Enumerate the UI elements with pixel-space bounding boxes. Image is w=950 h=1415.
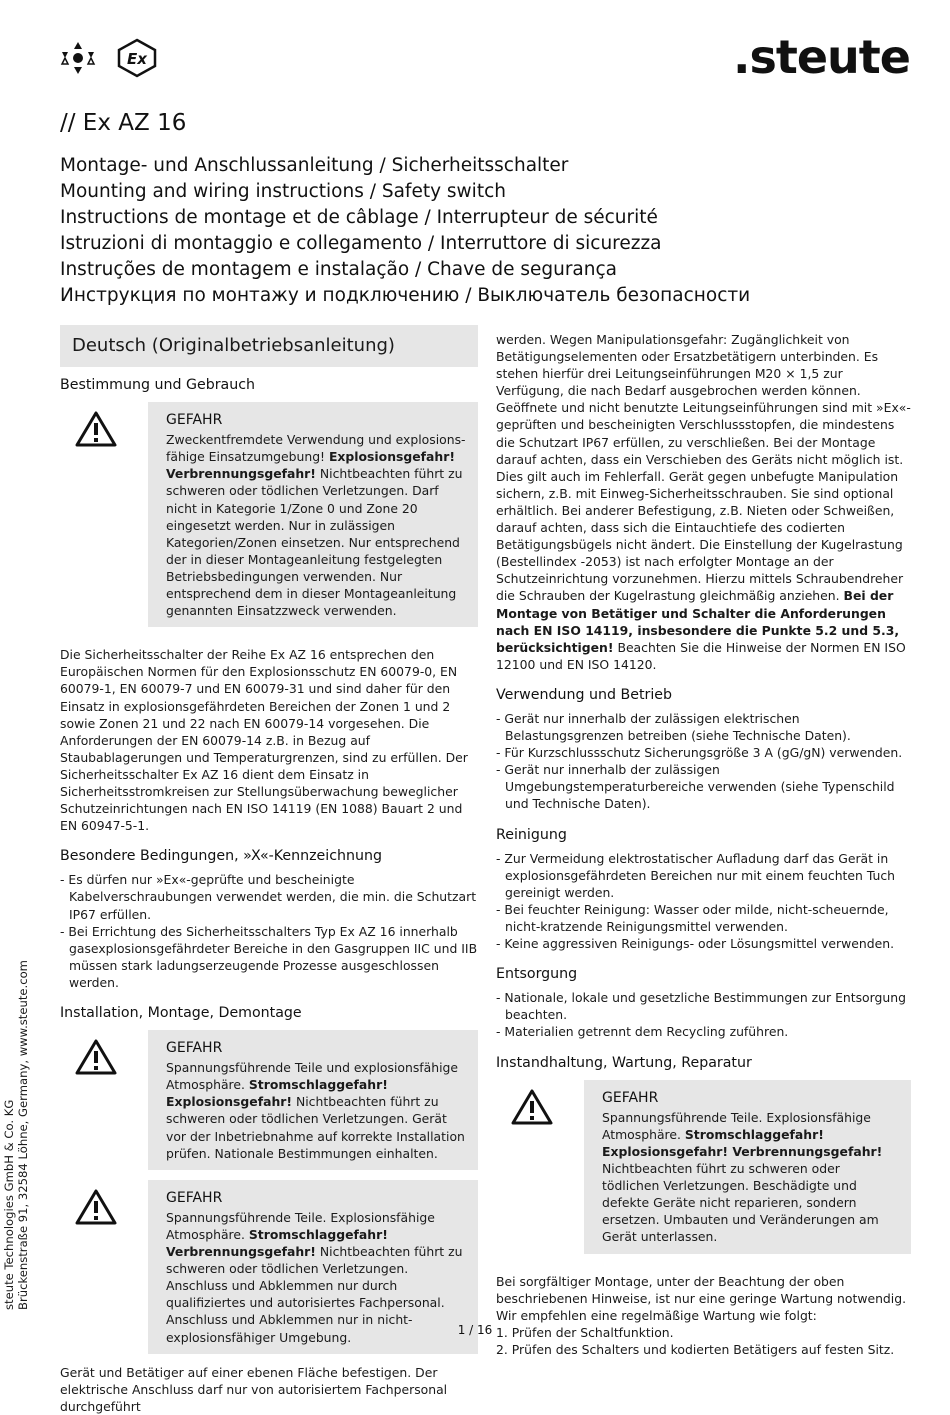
warning-text — [166, 1059, 466, 1162]
paragraph-text-b: Beachten Sie die Hinweise der Normen EN ISO 12100 und EN ISO 14120. — [496, 639, 906, 672]
list-item: - Bei Errichtung des Sicherheitsschalters Typ Ex AZ 16 innerhalb gasexplosionsgefährdeter Bereiche in den Gasgruppen IIC und IIB müssen stark ladungserzeugende Prozesse ausgeschlossen werden. — [60, 923, 478, 990]
warning-text-b: Nichtbeachten führt zu schweren oder tödlichen Verletzungen. Anschluss und Abklemmen nur durch qualifiziertes und autorisiertes Fachpersonal. Anschluss und Abklemmen nur in nicht-explosionsfähiger Umgebung. — [166, 1244, 463, 1345]
warning-title: GEFAHR — [166, 1189, 223, 1206]
warning-triangle-icon — [60, 1030, 148, 1170]
list-verwendung — [496, 710, 911, 813]
warning-text-b: Nichtbeachten führt zu schweren oder tödlichen Verletzungen. Darf nicht in Kategorie 1/Zone 0 und Zone 20 eingesetzt werden. Nur in zulässigen Kategorien/Zonen einsetzen. Nur entsprechend der in dieser Montageanleitung festgelegten Betriebsbedingungen verwenden. Nur entsprechend dem in dieser Montageanleitung genannten Einsatzzweck verwenden. — [166, 466, 463, 619]
list-item: - Bei feuchter Reinigung: Wasser oder milde, nicht-scheuernde, nicht-kratzende Reinigungsmittel verwenden. — [496, 901, 889, 934]
list-besondere-bedingungen — [60, 871, 478, 991]
warning-title: GEFAHR — [166, 1040, 223, 1057]
danger-warning-4 — [496, 1080, 911, 1254]
warning-text — [166, 431, 466, 619]
section-heading-bestimmung: Bestimmung und Gebrauch — [60, 377, 256, 393]
danger-warning-1 — [60, 402, 478, 627]
warning-box — [148, 1030, 478, 1170]
list-item: - Für Kurzschlussschutz Sicherungsgröße 3 A (gG/gN) verwenden. — [496, 745, 903, 761]
warning-title: GEFAHR — [602, 1089, 659, 1106]
company-name: steute Technologies GmbH & Co. KG — [2, 1099, 16, 1310]
section-heading-besondere-bedingungen: Besondere Bedingungen, »X«-Kennzeichnung — [60, 848, 383, 865]
subtitle-block — [60, 153, 750, 309]
brand-logo: .steute — [733, 30, 910, 84]
ex-marking-icon — [116, 38, 158, 82]
company-address — [2, 960, 30, 1310]
warning-triangle-icon — [496, 1080, 584, 1254]
list-item: - Gerät nur innerhalb der zulässigen Umgebungstemperaturbereiche verwenden (siehe Typenschild und Technische Daten). — [496, 762, 895, 812]
subtitle-ru: Инструкция по монтажу и подключению / Выключатель безопасности — [60, 285, 751, 306]
right-column — [496, 331, 911, 1358]
list-item: 1. Prüfen der Schaltfunktion. — [496, 1324, 674, 1340]
warning-box — [584, 1080, 911, 1254]
section-heading-reinigung: Reinigung — [496, 826, 567, 843]
warning-box — [148, 402, 478, 627]
warning-text-a: Spannungsführende Teile. Explosionsfähige Atmosphäre. — [602, 1109, 871, 1142]
section-heading-installation: Installation, Montage, Demontage — [60, 1005, 302, 1021]
paragraph-text-a: werden. Wegen Manipulationsgefahr: Zugänglichkeit von Betätigungselementen oder Ersatzbetätigern unterbinden. Es stehen hierfür drei Leitungseinführungen M20 × 1,5 zur Verfügung, die nach Bedarf ausgebrochen werden können. Geöffnete und nicht benutzte Leitungseinführungen sind mit »Ex«-geprüften und bescheinigten Verschlussstopfen, die mindestens die Schutzart IP67 erfüllen, zu verschließen. Bei der Montage darauf achten, dass ein Verschieben des Geräts nicht möglich ist. Dies gilt auch im Fehlerfall. Gerät gegen unbefugte Manipulation sichern, z.B. mit Einweg-Sicherheitsschrauben. Sie sind optional erhältlich. Bei anderer Befestigung, z.B. Nieten oder Schweißen, darauf achten, dass sich die Eintauchtiefe des codierten Betätigungsbügels nicht ändert. Die Einstellung der Kugelrastung (Bestellindex -2053) ist nach erfolgter Montage an der Schutzeinrichtung vorzunehmen. Hierzu mittels Schraubendreher die Schrauben der Kugelrastung gleichmäßig anziehen. — [496, 332, 911, 604]
warning-text-a: Spannungsführende Teile und explosionsfähige Atmosphäre. — [166, 1060, 459, 1093]
list-item: 2. Prüfen des Schalters und kodierten Betätigers auf festen Sitz. — [496, 1341, 895, 1357]
list-item: - Nationale, lokale und gesetzliche Bestimmungen zur Entsorgung beachten. — [496, 990, 906, 1023]
list-item: - Gerät nur innerhalb der zulässigen elektrischen Belastungsgrenzen betreiben (siehe Technische Daten). — [496, 710, 851, 744]
paragraph-text-bold: Bei der Montage von Betätiger und Schalter die Anforderungen nach EN ISO 14119, insbesondere die Punkte 5.2 und 5.3, berücksichtigen! — [496, 588, 900, 655]
warning-text — [602, 1109, 899, 1246]
warning-text-b: Nichtbeachten führt zu schweren oder tödlichen Verletzungen. Beschädigte und defekte Geräte nicht reparieren, sondern ersetzen. Umbauten und Veränderungen am Gerät unterlassen. — [602, 1161, 879, 1245]
warning-text-a: Zweckentfremdete Verwendung und explosions-fähige Einsatzumgebung! — [166, 432, 466, 465]
warning-text-bold: Stromschlaggefahr! Verbrennungsgefahr! — [166, 1226, 388, 1260]
paragraph-normen: Die Sicherheitsschalter der Reihe Ex AZ 16 entsprechen den Europäischen Normen für den Explosionsschutz EN 60079-0, EN 60079-1, EN 60079-7 und EN 60079-31 und sind daher für den Einsatz in explosionsgefährdeten Bereichen der Zonen 1 und 2 sowie Zonen 21 und 22 nach EN 60079-14 vorgesehen. Die Anforderungen der EN 60079-14 z.B. in Bezug auf Staubablagerungen und Temperaturgrenzen, sind zu erfüllen. Der Sicherheitsschalter Ex AZ 16 dient dem Einsatz in Sicherheitsstromkreisen zur Stellungsüberwachung beweglicher Schutzeinrichtungen nach EN ISO 14119 (EN 1088) Bauart 2 und EN 60947-5-1. — [60, 647, 468, 834]
danger-warning-2 — [60, 1030, 478, 1170]
warning-text-bold: Explosionsgefahr! Verbrennungsgefahr! — [166, 449, 455, 482]
warning-text-b: Nichtbeachten führt zu schweren oder tödlichen Verletzungen. Gerät vor der Inbetriebnahme auf korrekte Installation prüfen. Nationale Bestimmungen einhalten. — [166, 1094, 465, 1161]
list-item: - Keine aggressiven Reinigungs- oder Lösungsmittel verwenden. — [496, 936, 895, 952]
warning-triangle-icon — [60, 402, 148, 627]
warning-text-a: Spannungsführende Teile. Explosionsfähige Atmosphäre. — [166, 1209, 435, 1242]
warning-title: GEFAHR — [166, 412, 223, 429]
section-heading-verwendung: Verwendung und Betrieb — [496, 686, 673, 703]
company-address-line: Brückenstraße 91, 32584 Löhne, Germany, www.steute.com — [16, 960, 30, 1310]
list-reinigung — [496, 850, 911, 953]
section-heading-instandhaltung: Instandhaltung, Wartung, Reparatur — [496, 1054, 752, 1071]
language-heading: Deutsch (Originalbetriebsanleitung) — [60, 325, 478, 367]
warning-text-bold: Stromschlaggefahr! Explosionsgefahr! Verbrennungsgefahr! — [602, 1126, 883, 1159]
atex-hexagon-icon — [58, 40, 98, 80]
subtitle-fr: Instructions de montage et de câblage / Interrupteur de sécurité — [60, 207, 658, 228]
list-item: - Zur Vermeidung elektrostatischer Aufladung darf das Gerät in explosionsgefährdeten Bereichen nur mit einem feuchten Tuch gereinigt werden. — [496, 850, 896, 900]
warning-text-bold: Stromschlaggefahr! Explosionsgefahr! — [166, 1077, 388, 1110]
list-item: - Es dürfen nur »Ex«-geprüfte und bescheinigte Kabelverschraubungen verwendet werden, die min. die Schutzart IP67 erfüllen. — [60, 872, 477, 922]
svg-text:Ex: Ex — [127, 50, 147, 68]
page-number: 1 / 16 — [457, 1323, 493, 1337]
subtitle-pt: Instruções de montagem e instalação / Chave de segurança — [60, 259, 617, 280]
section-heading-entsorgung: Entsorgung — [496, 966, 578, 983]
subtitle-en: Mounting and wiring instructions / Safety switch — [60, 181, 506, 202]
page-title: // Ex AZ 16 — [60, 110, 187, 136]
paragraph-wartung: Bei sorgfältiger Montage, unter der Beachtung der oben beschriebenen Hinweise, ist nur eine geringe Wartung notwendig. Wir empfehlen eine regelmäßige Wartung wie folgt: — [496, 1273, 907, 1323]
subtitle-it: Istruzioni di montaggio e collegamento / Interruttore di sicurezza — [60, 233, 662, 254]
paragraph-montage-fortsetzung — [496, 331, 911, 673]
subtitle-de: Montage- und Anschlussanleitung / Sicherheitsschalter — [60, 155, 569, 176]
list-item: - Materialien getrennt dem Recycling zuführen. — [496, 1024, 789, 1040]
header-icons — [58, 38, 158, 82]
left-column — [60, 325, 478, 1415]
paragraph-befestigung: Gerät und Betätiger auf einer ebenen Fläche befestigen. Der elektrische Anschluss darf nur von autorisiertem Fachpersonal durchgeführt — [60, 1364, 448, 1414]
list-entsorgung — [496, 989, 911, 1040]
